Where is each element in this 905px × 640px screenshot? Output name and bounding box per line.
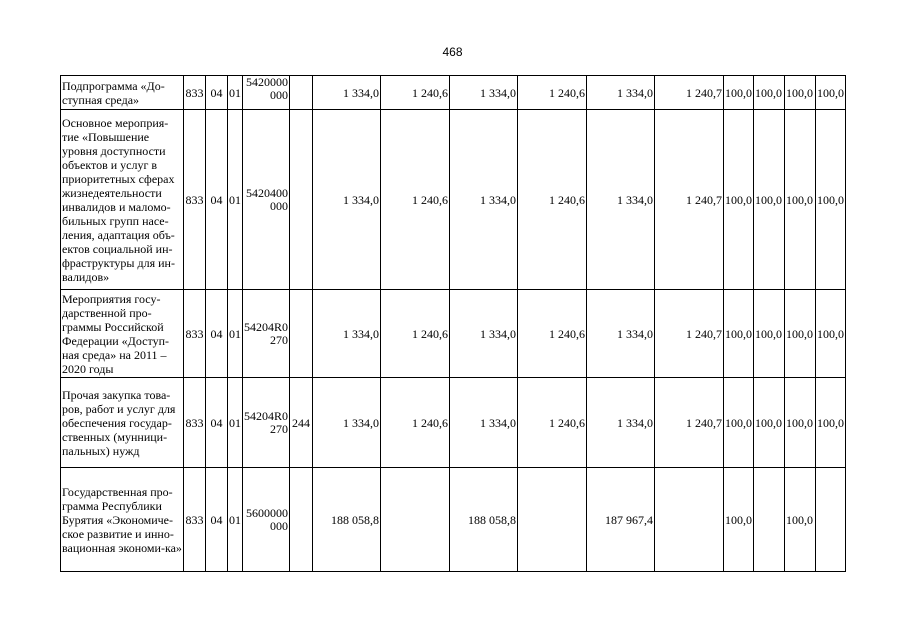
admin-code: 833	[184, 378, 206, 468]
budget-table	[60, 75, 846, 572]
percent-2: 100,0	[754, 290, 785, 378]
target-code-line2: 270	[270, 332, 289, 347]
section-code: 04	[206, 110, 228, 290]
expense-type-code	[290, 76, 313, 110]
value-5: 1 334,0	[587, 76, 655, 110]
section-code: 04	[206, 468, 228, 572]
expense-type-code	[290, 110, 313, 290]
value-1: 1 334,0	[313, 76, 381, 110]
value-6: 1 240,7	[655, 110, 724, 290]
subsection-code: 01	[228, 378, 243, 468]
target-code-line2: 000	[270, 88, 289, 102]
section-code: 04	[206, 290, 228, 378]
admin-code: 833	[184, 468, 206, 572]
percent-4: 100,0	[816, 110, 846, 290]
table-row	[61, 290, 846, 378]
percent-4: 100,0	[816, 76, 846, 110]
expense-type-code	[290, 290, 313, 378]
table-row	[61, 378, 846, 468]
section-code: 04	[206, 378, 228, 468]
row-name: Подпрограмма «До-ступная среда»	[61, 76, 184, 110]
subsection-code: 01	[228, 290, 243, 378]
value-5: 1 334,0	[587, 290, 655, 378]
percent-2	[754, 468, 785, 572]
target-code-line1: 54204R0	[244, 319, 289, 334]
value-4	[518, 468, 587, 572]
percent-1: 100,0	[724, 468, 754, 572]
value-4: 1 240,6	[518, 378, 587, 468]
target-code-line2: 000	[270, 518, 289, 533]
table-row	[61, 468, 846, 572]
value-4: 1 240,6	[518, 76, 587, 110]
percent-2: 100,0	[754, 76, 785, 110]
value-6: 1 240,7	[655, 290, 724, 378]
target-code	[243, 290, 290, 378]
percent-3: 100,0	[785, 110, 816, 290]
value-3: 1 334,0	[450, 76, 518, 110]
value-3: 1 334,0	[450, 290, 518, 378]
percent-2: 100,0	[754, 110, 785, 290]
target-code	[243, 378, 290, 468]
value-5: 187 967,4	[587, 468, 655, 572]
value-2: 1 240,6	[381, 110, 450, 290]
percent-1: 100,0	[724, 76, 754, 110]
value-1: 1 334,0	[313, 290, 381, 378]
value-2: 1 240,6	[381, 378, 450, 468]
value-5: 1 334,0	[587, 110, 655, 290]
row-name: Основное мероприя-тие «Повышение уровня доступности объектов и услуг в приоритетных сферах жизнедеятельности инвалидов и маломо-бильных групп насе-ления, адаптация объ-ектов социальной ин-фраструктуры для ин-валидов»	[61, 110, 184, 290]
value-6: 1 240,7	[655, 378, 724, 468]
subsection-code: 01	[228, 110, 243, 290]
target-code-line1: 5600000	[246, 505, 289, 520]
value-3: 1 334,0	[450, 110, 518, 290]
value-5: 1 334,0	[587, 378, 655, 468]
percent-3: 100,0	[785, 378, 816, 468]
percent-1: 100,0	[724, 378, 754, 468]
value-3: 1 334,0	[450, 378, 518, 468]
table-row	[61, 76, 846, 110]
percent-3: 100,0	[785, 468, 816, 572]
admin-code: 833	[184, 76, 206, 110]
target-code-line1: 5420400	[246, 185, 289, 200]
target-code	[243, 110, 290, 290]
value-6	[655, 468, 724, 572]
value-1: 188 058,8	[313, 468, 381, 572]
row-name: Государственная про-грамма Республики Бурятия «Экономиче-ское развитие и инно-вационная экономи-ка»	[61, 468, 184, 572]
subsection-code: 01	[228, 76, 243, 110]
value-1: 1 334,0	[313, 110, 381, 290]
expense-type-code	[290, 468, 313, 572]
value-4: 1 240,6	[518, 110, 587, 290]
value-3: 188 058,8	[450, 468, 518, 572]
page-number: 468	[442, 45, 463, 59]
percent-2: 100,0	[754, 378, 785, 468]
percent-4	[816, 468, 846, 572]
target-code-line2: 000	[270, 198, 289, 213]
target-code	[243, 76, 290, 110]
percent-4: 100,0	[816, 378, 846, 468]
value-2: 1 240,6	[381, 76, 450, 110]
admin-code: 833	[184, 290, 206, 378]
percent-1: 100,0	[724, 110, 754, 290]
percent-1: 100,0	[724, 290, 754, 378]
percent-3: 100,0	[785, 76, 816, 110]
table-row	[61, 110, 846, 290]
value-6: 1 240,7	[655, 76, 724, 110]
expense-type-code: 244	[290, 378, 313, 468]
target-code-line1: 5420000	[246, 75, 289, 89]
value-2	[381, 468, 450, 572]
percent-3: 100,0	[785, 290, 816, 378]
row-name: Мероприятия госу-дарственной про-граммы Российской Федерации «Доступ-ная среда» на 2011 – 2020 годы	[61, 290, 184, 378]
subsection-code: 01	[228, 468, 243, 572]
target-code-line2: 270	[270, 421, 289, 436]
target-code-line1: 54204R0	[244, 408, 289, 423]
value-4: 1 240,6	[518, 290, 587, 378]
value-2: 1 240,6	[381, 290, 450, 378]
target-code	[243, 468, 290, 572]
admin-code: 833	[184, 110, 206, 290]
value-1: 1 334,0	[313, 378, 381, 468]
percent-4: 100,0	[816, 290, 846, 378]
section-code: 04	[206, 76, 228, 110]
row-name: Прочая закупка това-ров, работ и услуг для обеспечения государ-ственных (мунници-пальных) нужд	[61, 378, 184, 468]
